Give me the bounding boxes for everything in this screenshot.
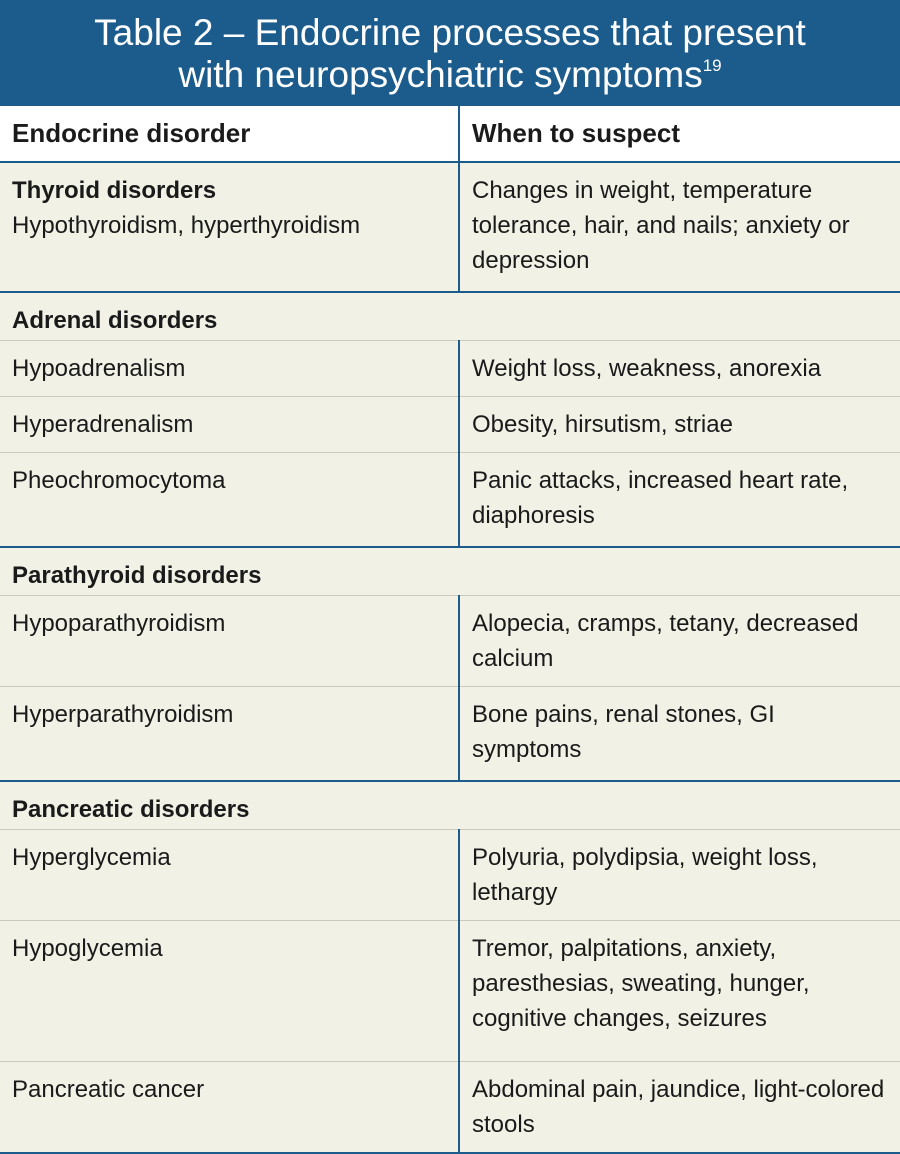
group-row-adrenal <box>0 292 900 340</box>
title-line-2 <box>178 54 721 96</box>
thyroid-suspect: Changes in weight, temperature tolerance, hair, and nails; anxiety or depression <box>459 162 900 292</box>
group-row-parathyroid <box>0 547 900 595</box>
column-header-disorder: Endocrine disorder <box>0 106 459 162</box>
thyroid-cell <box>0 162 459 292</box>
suspect-cell: Tremor, palpitations, anxiety, paresthesias, sweating, hunger, cognitive changes, seizures <box>459 920 900 1061</box>
group-heading-thyroid: Thyroid disorders <box>12 177 217 204</box>
endocrine-table <box>0 106 900 1154</box>
reference-superscript: 19 <box>702 56 722 75</box>
group-heading-parathyroid: Parathyroid disorders <box>0 547 900 595</box>
disorder-cell: Hyperparathyroidism <box>0 686 459 781</box>
suspect-cell: Polyuria, polydipsia, weight loss, lethargy <box>459 829 900 920</box>
group-row-pancreatic <box>0 781 900 829</box>
table-row <box>0 595 900 686</box>
suspect-cell: Bone pains, renal stones, GI symptoms <box>459 686 900 781</box>
disorder-cell: Hypoparathyroidism <box>0 595 459 686</box>
suspect-cell: Obesity, hirsutism, striae <box>459 396 900 452</box>
suspect-cell: Abdominal pain, jaundice, light-colored stools <box>459 1061 900 1153</box>
thyroid-types: Hypothyroidism, hyperthyroidism <box>12 212 361 239</box>
disorder-cell: Hypoglycemia <box>0 920 459 1061</box>
suspect-cell: Alopecia, cramps, tetany, decreased calcium <box>459 595 900 686</box>
table-row <box>0 686 900 781</box>
disorder-cell: Hyperadrenalism <box>0 396 459 452</box>
table-title <box>0 0 900 106</box>
table-row <box>0 1061 900 1153</box>
suspect-cell: Panic attacks, increased heart rate, diaphoresis <box>459 452 900 547</box>
title-line-2-text: with neuropsychiatric symptoms <box>178 54 703 95</box>
disorder-cell: Pancreatic cancer <box>0 1061 459 1153</box>
header-row <box>0 106 900 162</box>
table-row <box>0 920 900 1061</box>
disorder-cell: Hypoadrenalism <box>0 340 459 396</box>
table-row <box>0 829 900 920</box>
table-row <box>0 340 900 396</box>
table-row-thyroid <box>0 162 900 292</box>
suspect-cell: Weight loss, weakness, anorexia <box>459 340 900 396</box>
disorder-cell: Hyperglycemia <box>0 829 459 920</box>
group-heading-adrenal: Adrenal disorders <box>0 292 900 340</box>
table-row <box>0 452 900 547</box>
column-header-suspect: When to suspect <box>459 106 900 162</box>
table-row <box>0 396 900 452</box>
group-heading-pancreatic: Pancreatic disorders <box>0 781 900 829</box>
title-line-1: Table 2 – Endocrine processes that present <box>94 12 806 53</box>
disorder-cell: Pheochromocytoma <box>0 452 459 547</box>
